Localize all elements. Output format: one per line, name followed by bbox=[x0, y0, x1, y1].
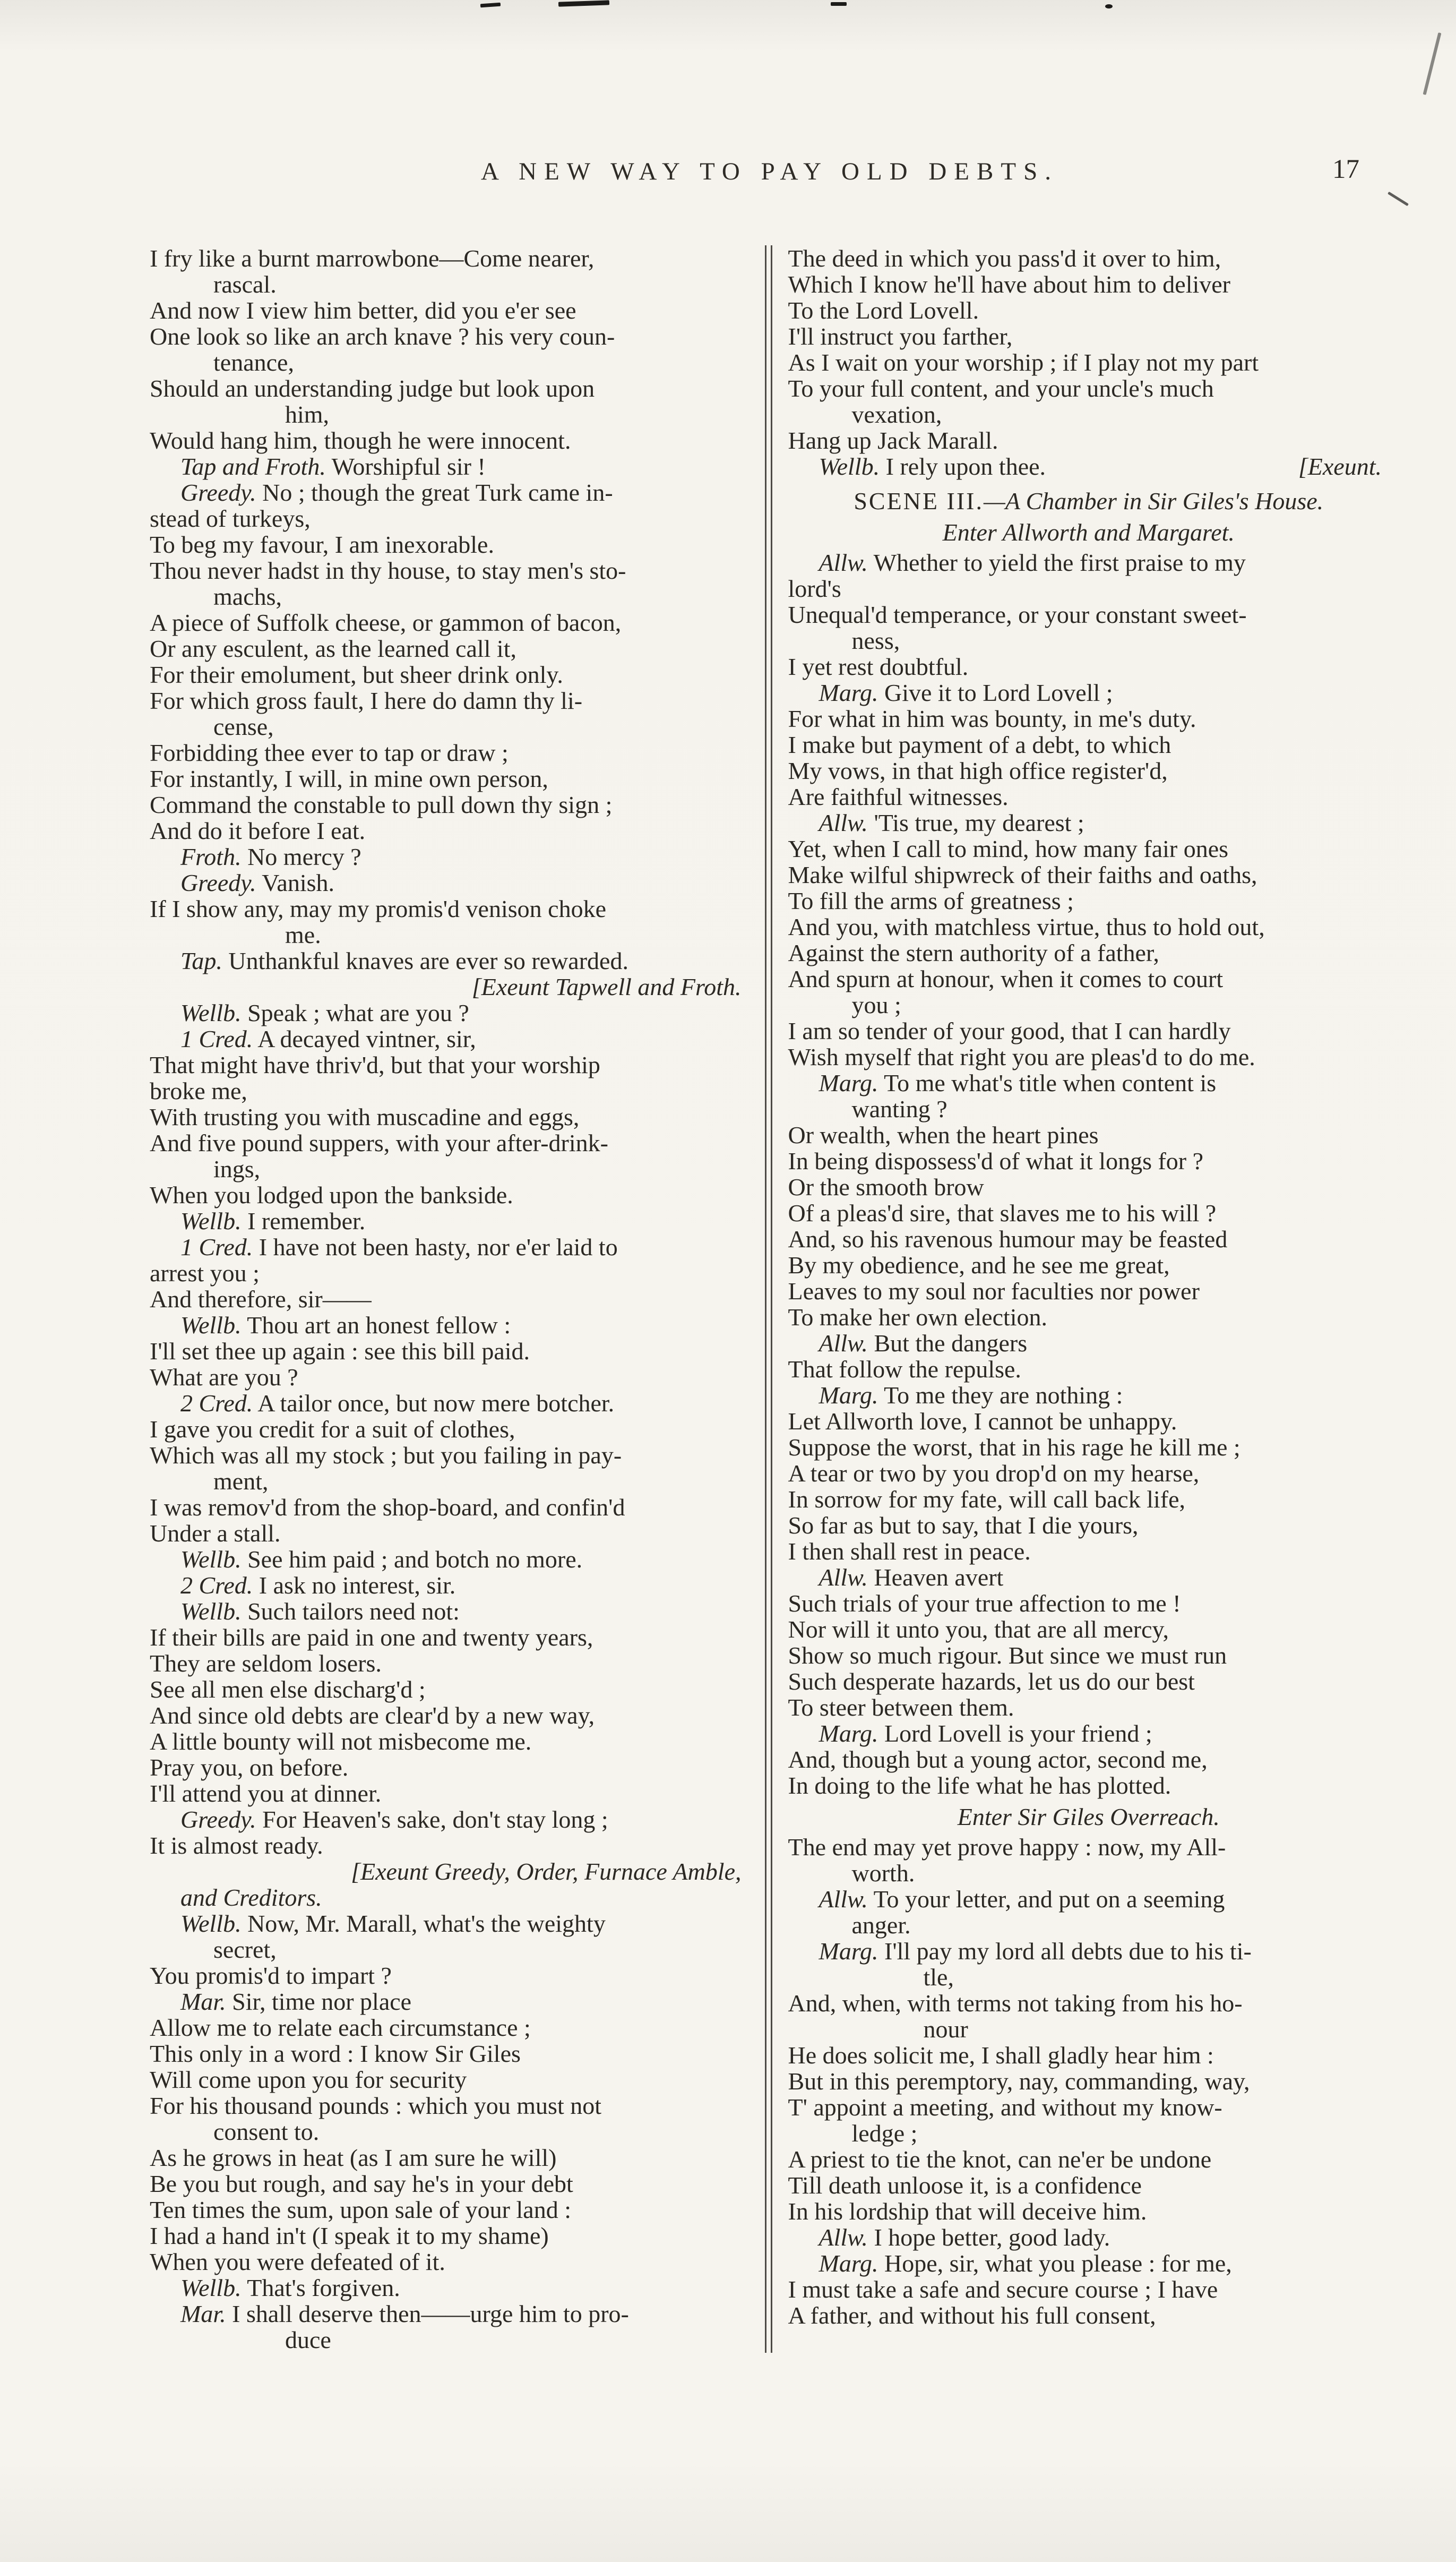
text-line: Should an understanding judge but look upon bbox=[150, 375, 595, 402]
text-line: secret, bbox=[213, 1936, 277, 1963]
text-line: By my obedience, and he see me great, bbox=[788, 1252, 1170, 1279]
speaker-name: 1 Cred. bbox=[180, 1233, 253, 1261]
running-title: A NEW WAY TO PAY OLD DEBTS. bbox=[481, 158, 1058, 185]
text-line: Command the constable to pull down thy sign ; bbox=[150, 791, 613, 818]
speaker-name: Greedy. bbox=[180, 479, 256, 506]
speaker-name: Froth. bbox=[180, 843, 242, 870]
text-line: ings, bbox=[213, 1155, 261, 1183]
speech-line: Allw. Heaven avert bbox=[819, 1564, 1004, 1591]
text-line: Be you but rough, and say he's in your debt bbox=[150, 2170, 573, 2197]
speaker-name: Allw. bbox=[819, 809, 868, 836]
text-line: And, though but a young actor, second me, bbox=[788, 1746, 1208, 1773]
speaker-name: Wellb. bbox=[819, 453, 880, 480]
speech-line: Greedy. No ; though the great Turk came in- bbox=[180, 479, 613, 506]
text-line: vexation, bbox=[851, 401, 942, 428]
text-line: When you were defeated of it. bbox=[150, 2248, 445, 2275]
stage-direction: Enter Allworth and Margaret. bbox=[942, 519, 1235, 546]
text-line: For their emolument, but sheer drink only. bbox=[150, 661, 563, 688]
text-line: me. bbox=[285, 921, 321, 948]
text-line: To the Lord Lovell. bbox=[788, 297, 979, 324]
text-line: But in this peremptory, nay, commanding, way, bbox=[788, 2068, 1250, 2095]
text-line: For what in him was bounty, in me's duty. bbox=[788, 705, 1196, 732]
text-line: It is almost ready. bbox=[150, 1832, 323, 1859]
speech-line: Wellb. See him paid ; and botch no more. bbox=[180, 1546, 583, 1573]
speech-line: Wellb. Speak ; what are you ? bbox=[180, 999, 469, 1026]
text-line: Or any esculent, as the learned call it, bbox=[150, 635, 516, 662]
text-line: duce bbox=[285, 2326, 331, 2353]
speaker-name: Wellb. bbox=[180, 1598, 242, 1625]
text-line: If their bills are paid in one and twenty years, bbox=[150, 1624, 593, 1651]
speaker-name: Allw. bbox=[819, 549, 868, 576]
speech-line: Allw. But the dangers bbox=[819, 1330, 1028, 1357]
text-line: For which gross fault, I here do damn thy li- bbox=[150, 687, 583, 714]
speaker-name: 2 Cred. bbox=[180, 1390, 253, 1417]
speaker-name: Marg. bbox=[819, 2250, 878, 2277]
text-line: I'll set thee up again : see this bill paid. bbox=[150, 1338, 530, 1365]
text-line: wanting ? bbox=[851, 1095, 947, 1123]
stage-direction: Enter Sir Giles Overreach. bbox=[957, 1803, 1220, 1830]
speech-line: Marg. Hope, sir, what you please : for me, bbox=[819, 2250, 1232, 2277]
text-line: For instantly, I will, in mine own person, bbox=[150, 765, 548, 792]
column-divider-rule bbox=[765, 245, 772, 2353]
scene-label: SCENE III. bbox=[854, 487, 984, 515]
text-line: Such trials of your true affection to me ! bbox=[788, 1590, 1181, 1617]
text-line: Let Allworth love, I cannot be unhappy. bbox=[788, 1408, 1177, 1435]
text-line: And five pound suppers, with your after-drink- bbox=[150, 1129, 608, 1156]
text-line: ness, bbox=[851, 627, 900, 654]
text-line: As he grows in heat (as I am sure he will) bbox=[150, 2144, 557, 2171]
text-line: Ten times the sum, upon sale of your land : bbox=[150, 2196, 571, 2223]
speech-line: Froth. No mercy ? bbox=[180, 843, 361, 870]
speaker-name: Allw. bbox=[819, 1330, 868, 1357]
speaker-name: Marg. bbox=[819, 1069, 878, 1096]
text-line: I must take a safe and secure course ; I have bbox=[788, 2276, 1218, 2303]
text-line: worth. bbox=[851, 1860, 915, 1887]
text-line: Show so much rigour. But since we must run bbox=[788, 1642, 1227, 1669]
speaker-name: Tap and Froth. bbox=[180, 453, 326, 480]
scan-artifact bbox=[1388, 192, 1409, 207]
speaker-name: Wellb. bbox=[180, 1207, 242, 1235]
text-line: Will come upon you for security bbox=[150, 2066, 467, 2093]
text-line: machs, bbox=[213, 583, 282, 610]
speech-line: Wellb. Now, Mr. Marall, what's the weighty bbox=[180, 1910, 606, 1937]
text-line: I fry like a burnt marrowbone—Come nearer, bbox=[150, 245, 595, 272]
text-line: Allow me to relate each circumstance ; bbox=[150, 2014, 531, 2041]
speech-line: Marg. To me what's title when content is bbox=[819, 1069, 1217, 1096]
column-right bbox=[788, 245, 1390, 2353]
text-line: As I wait on your worship ; if I play not my part bbox=[788, 349, 1259, 376]
text-line: ment, bbox=[213, 1468, 269, 1495]
speech-line: Allw. I hope better, good lady. bbox=[819, 2224, 1110, 2251]
text-line: arrest you ; bbox=[150, 1259, 260, 1287]
speaker-name: Tap. bbox=[180, 947, 222, 974]
speech-line: Allw. 'Tis true, my dearest ; bbox=[819, 809, 1084, 836]
speech-line: Allw. To your letter, and put on a seeming bbox=[819, 1886, 1225, 1913]
text-line: Till death unloose it, is a confidence bbox=[788, 2172, 1142, 2199]
column-left bbox=[150, 245, 751, 2353]
text-line: That might have thriv'd, but that your worship bbox=[150, 1051, 600, 1078]
text-line: consent to. bbox=[213, 2118, 320, 2145]
speech-line: Tap and Froth. Worshipful sir ! bbox=[180, 453, 486, 480]
speaker-name: Mar. bbox=[180, 1988, 226, 2015]
scan-artifact bbox=[1423, 32, 1442, 95]
running-header bbox=[151, 157, 1388, 194]
text-line: I make but payment of a debt, to which bbox=[788, 731, 1171, 758]
page-number: 17 bbox=[1332, 155, 1359, 184]
text-line: If I show any, may my promis'd venison choke bbox=[150, 895, 606, 922]
text-line: and Creditors. bbox=[180, 1884, 322, 1911]
speech-line: Wellb. Thou art an honest fellow : bbox=[180, 1312, 511, 1339]
text-line: A father, and without his full consent, bbox=[788, 2302, 1156, 2329]
text-line: nour bbox=[923, 2016, 968, 2043]
text-line: The deed in which you pass'd it over to him, bbox=[788, 245, 1221, 272]
text-line: A piece of Suffolk cheese, or gammon of bacon, bbox=[150, 609, 622, 636]
speech-line: Marg. Give it to Lord Lovell ; bbox=[819, 679, 1113, 706]
text-line: lord's bbox=[788, 575, 841, 602]
text-line: In doing to the life what he has plotted. bbox=[788, 1772, 1171, 1799]
text-line: To beg my favour, I am inexorable. bbox=[150, 531, 494, 558]
text-line: To your full content, and your uncle's much bbox=[788, 375, 1214, 402]
text-line: And now I view him better, did you e'er see bbox=[150, 297, 576, 324]
speech-line: Greedy. Vanish. bbox=[180, 869, 335, 896]
speech-line: 2 Cred. A tailor once, but now mere botcher. bbox=[180, 1390, 615, 1417]
text-line: To make her own election. bbox=[788, 1304, 1048, 1331]
speaker-name: Marg. bbox=[819, 1938, 878, 1965]
speech-line: Marg. Lord Lovell is your friend ; bbox=[819, 1720, 1152, 1747]
text-line: To fill the arms of greatness ; bbox=[788, 887, 1074, 914]
speaker-name: Marg. bbox=[819, 679, 878, 706]
exit-direction: [Exeunt. bbox=[1298, 453, 1382, 480]
speaker-name: Allw. bbox=[819, 1886, 868, 1913]
text-line: ledge ; bbox=[851, 2120, 918, 2147]
text-line: I had a hand in't (I speak it to my shame) bbox=[150, 2222, 549, 2249]
text-line: him, bbox=[285, 401, 330, 428]
text-line: Forbidding thee ever to tap or draw ; bbox=[150, 739, 509, 766]
text-line: tenance, bbox=[213, 349, 294, 376]
text-line: rascal. bbox=[213, 271, 277, 298]
text-line: anger. bbox=[851, 1912, 911, 1939]
text-line: With trusting you with muscadine and eggs, bbox=[150, 1103, 580, 1130]
speaker-name: Allw. bbox=[819, 2224, 868, 2251]
speaker-name: Wellb. bbox=[180, 999, 242, 1026]
speech-line: Wellb. I remember. bbox=[180, 1207, 366, 1235]
scan-artifact bbox=[831, 2, 847, 6]
speech-line: Marg. To me they are nothing : bbox=[819, 1382, 1123, 1409]
speech-line: Marg. I'll pay my lord all debts due to his ti- bbox=[819, 1938, 1252, 1965]
speaker-name: 1 Cred. bbox=[180, 1025, 253, 1052]
text-line: Suppose the worst, that in his rage he kill me ; bbox=[788, 1434, 1240, 1461]
text-line: I'll attend you at dinner. bbox=[150, 1780, 382, 1807]
text-line: T' appoint a meeting, and without my know- bbox=[788, 2094, 1222, 2121]
speech-line: Tap. Unthankful knaves are ever so rewarded. bbox=[180, 947, 628, 974]
text-line: Would hang him, though he were innocent. bbox=[150, 427, 571, 454]
text-line: And do it before I eat. bbox=[150, 817, 366, 844]
text-line: Or the smooth brow bbox=[788, 1173, 984, 1201]
text-line: Leaves to my soul nor faculties nor power bbox=[788, 1278, 1200, 1305]
text-line: When you lodged upon the bankside. bbox=[150, 1181, 513, 1209]
speaker-name: 2 Cred. bbox=[180, 1572, 253, 1599]
text-line: And therefore, sir—— bbox=[150, 1286, 372, 1313]
speech-line: Mar. I shall deserve then——urge him to pro- bbox=[180, 2300, 629, 2327]
text-line: They are seldom losers. bbox=[150, 1650, 382, 1677]
text-line: I was remov'd from the shop-board, and confin'd bbox=[150, 1494, 625, 1521]
speaker-name: Wellb. bbox=[180, 1910, 242, 1937]
text-line: stead of turkeys, bbox=[150, 505, 311, 532]
text-line: You promis'd to impart ? bbox=[150, 1962, 392, 1989]
speech-line: 2 Cred. I ask no interest, sir. bbox=[180, 1572, 456, 1599]
text-line: Under a stall. bbox=[150, 1520, 281, 1547]
speech-line: 1 Cred. A decayed vintner, sir, bbox=[180, 1025, 476, 1052]
text-line: Are faithful witnesses. bbox=[788, 783, 1009, 810]
text-line: In being dispossess'd of what it longs for ? bbox=[788, 1147, 1204, 1175]
speaker-name: Marg. bbox=[819, 1382, 878, 1409]
speaker-name: Mar. bbox=[180, 2300, 226, 2327]
speaker-name: Allw. bbox=[819, 1564, 868, 1591]
text-line: And spurn at honour, when it comes to court bbox=[788, 965, 1224, 992]
speech-line: Allw. Whether to yield the first praise to my bbox=[819, 549, 1246, 576]
text-line: I yet rest doubtful. bbox=[788, 653, 969, 680]
text-line: Hang up Jack Marall. bbox=[788, 427, 998, 454]
text-line: Against the stern authority of a father, bbox=[788, 939, 1159, 966]
text-line: See all men else discharg'd ; bbox=[150, 1676, 426, 1703]
text-line: Such desperate hazards, let us do our best bbox=[788, 1668, 1195, 1695]
text-line: That follow the repulse. bbox=[788, 1356, 1021, 1383]
speech-line: Greedy. For Heaven's sake, don't stay long ; bbox=[180, 1806, 608, 1833]
text-line: And you, with matchless virtue, thus to hold out, bbox=[788, 913, 1265, 940]
text-line: To steer between them. bbox=[788, 1694, 1014, 1721]
speaker-name: Greedy. bbox=[180, 869, 256, 896]
exit-direction: [Exeunt Tapwell and Froth. bbox=[471, 973, 742, 1000]
text-line: In sorrow for my fate, will call back life, bbox=[788, 1486, 1186, 1513]
text-line: cense, bbox=[213, 713, 274, 740]
text-line: Wish myself that right you are pleas'd to do me. bbox=[788, 1043, 1255, 1070]
text-line: Unequal'd temperance, or your constant sweet- bbox=[788, 601, 1247, 628]
text-line: And, so his ravenous humour may be feasted bbox=[788, 1226, 1228, 1253]
text-line: What are you ? bbox=[150, 1364, 298, 1391]
scan-artifact bbox=[480, 3, 501, 8]
text-line: Which was all my stock ; but you failing in pay- bbox=[150, 1442, 622, 1469]
text-line: He does solicit me, I shall gladly hear him : bbox=[788, 2042, 1214, 2069]
text-line: Yet, when I call to mind, how many fair ones bbox=[788, 835, 1229, 862]
speech-line: 1 Cred. I have not been hasty, nor e'er laid to bbox=[180, 1233, 618, 1261]
exit-direction: [Exeunt Greedy, Order, Furnace Amble, bbox=[351, 1858, 742, 1885]
text-line: This only in a word : I know Sir Giles bbox=[150, 2040, 521, 2067]
text-line: Thou never hadst in thy house, to stay men's sto- bbox=[150, 557, 626, 584]
speech-line: Mar. Sir, time nor place bbox=[180, 1988, 412, 2015]
text-line: Of a pleas'd sire, that slaves me to his will ? bbox=[788, 1199, 1217, 1227]
text-line: Make wilful shipwreck of their faiths and oaths, bbox=[788, 861, 1257, 888]
text-line: Which I know he'll have about him to deliver bbox=[788, 271, 1231, 298]
text-line: And, when, with terms not taking from his ho- bbox=[788, 1990, 1243, 2017]
text-line: I then shall rest in peace. bbox=[788, 1538, 1031, 1565]
text-line: I am so tender of your good, that I can hardly bbox=[788, 1017, 1231, 1044]
text-line: A little bounty will not misbecome me. bbox=[150, 1728, 532, 1755]
speaker-name: Wellb. bbox=[180, 2274, 242, 2301]
text-line: The end may yet prove happy : now, my All- bbox=[788, 1833, 1226, 1861]
text-line: A tear or two by you drop'd on my hearse, bbox=[788, 1460, 1200, 1487]
text-line: In his lordship that will deceive him. bbox=[788, 2198, 1147, 2225]
speech-line: Wellb. [Exeunt. I rely upon thee. bbox=[788, 453, 1390, 479]
text-line: you ; bbox=[851, 991, 901, 1018]
text-line: Or wealth, when the heart pines bbox=[788, 1121, 1099, 1149]
speech-line: Wellb. Such tailors need not: bbox=[180, 1598, 460, 1625]
text-line: Pray you, on before. bbox=[150, 1754, 349, 1781]
text-line: My vows, in that high office register'd, bbox=[788, 757, 1168, 784]
scan-artifact bbox=[1105, 4, 1113, 8]
speaker-name: Marg. bbox=[819, 1720, 878, 1747]
text-line: I'll instruct you farther, bbox=[788, 323, 1013, 350]
text-line: A priest to tie the knot, can ne'er be undone bbox=[788, 2146, 1212, 2173]
text-line: I gave you credit for a suit of clothes, bbox=[150, 1416, 515, 1443]
text-line: tle, bbox=[923, 1964, 954, 1991]
text-line: One look so like an arch knave ? his very coun- bbox=[150, 323, 615, 350]
speaker-name: Wellb. bbox=[180, 1546, 242, 1573]
text-line: So far as but to say, that I die yours, bbox=[788, 1512, 1139, 1539]
speech-line: Wellb. That's forgiven. bbox=[180, 2274, 400, 2301]
text-line: For his thousand pounds : which you must not bbox=[150, 2092, 602, 2119]
text-block bbox=[150, 245, 1389, 2353]
text-line: And since old debts are clear'd by a new way, bbox=[150, 1702, 595, 1729]
speaker-name: Wellb. bbox=[180, 1312, 242, 1339]
text-line: Nor will it unto you, that are all mercy, bbox=[788, 1616, 1169, 1643]
scene-heading: SCENE III.—A Chamber in Sir Giles's House. bbox=[854, 487, 1324, 515]
speaker-name: Greedy. bbox=[180, 1806, 256, 1833]
scan-artifact bbox=[558, 0, 609, 6]
text-line: broke me, bbox=[150, 1077, 247, 1104]
